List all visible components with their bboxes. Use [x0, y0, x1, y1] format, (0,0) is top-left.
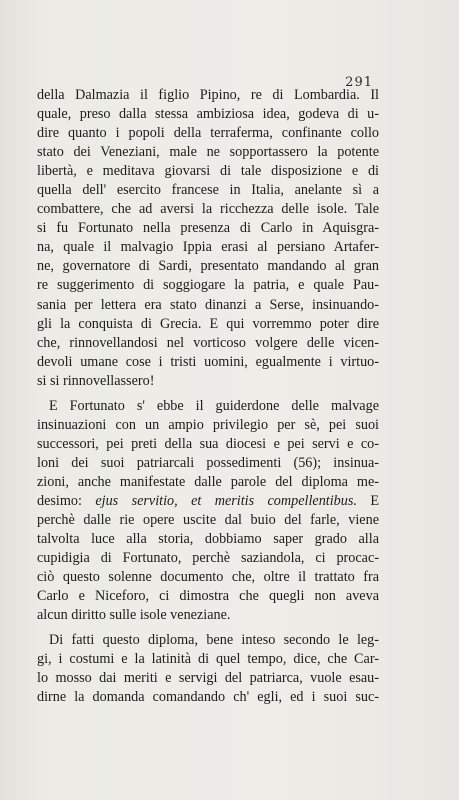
- text-line: re suggerimento di soggiogare la patria, e quale Pau-: [37, 277, 379, 294]
- text-line: si si rinnovellassero!: [37, 372, 155, 389]
- text-line: gli la conquista di Grecia. E qui vorremmo poter dire: [37, 315, 379, 332]
- text-line: perchè dalle rie opere uscite dal buio del farle, viene: [37, 512, 379, 529]
- text-line: dirne la domanda comandando ch' egli, ed i suoi suc-: [37, 689, 379, 706]
- latin-quotation: ejus servitio, et meritis compellentibus.: [95, 492, 357, 509]
- text-line: Di fatti questo diploma, bene inteso secondo le leg-: [49, 632, 379, 649]
- text-line: stato dei Veneziani, male ne sopportassero la potente: [37, 144, 379, 161]
- page-number: 291: [345, 75, 373, 90]
- text-line: gi, i costumi e la latinità di quel tempo, dice, che Car-: [37, 651, 379, 668]
- text-line: devoli umane cose i tristi uomini, egualmente i virtuo-: [37, 353, 379, 370]
- text-line: E Fortunato s' ebbe il guiderdone delle malvage: [49, 397, 379, 414]
- text-line: ciò questo solenne documento che, oltre il trattato fra: [37, 569, 379, 586]
- text-line: lo mosso dai meriti e servigi del patriarca, vuole esau-: [37, 670, 379, 687]
- text-line: della Dalmazia il figlio Pipino, re di Lombardia. Il: [37, 87, 379, 103]
- text-line: quella dell' esercito francese in Italia, anelante sì a: [37, 182, 379, 199]
- text-line: che, rinnovellandosi nel vorticoso volgere delle vicen-: [37, 334, 379, 351]
- text-line: loni dei suoi patriarcali possedimenti (56); insinua-: [37, 454, 379, 471]
- text-line: insinuazioni con un ampio privilegio per sè, pei suoi: [37, 416, 379, 433]
- text-line: cupidigia di Fortunato, perchè saziandola, ci procac-: [37, 550, 379, 567]
- text-line: ne, governatore di Sardi, presentato mandando al gran: [37, 258, 379, 275]
- paragraph-2: [37, 397, 379, 626]
- text-line: libertà, e meditava giovarsi di tale disposizione e di: [37, 163, 379, 180]
- text-line: successori, pei preti della sua diocesi e pei servi e co-: [37, 435, 379, 452]
- text-line: alcun diritto sulle isole veneziane.: [37, 607, 231, 624]
- text-line: talvolta luce alla storia, dobbiamo saper grado alla: [37, 531, 379, 548]
- text-line: dire quanto i popoli della terraferma, confinante collo: [37, 125, 379, 142]
- paragraph-3: [37, 631, 379, 707]
- text-line: Carlo e Niceforo, ci dimostra che quegli non aveva: [37, 588, 379, 605]
- body-text: [37, 86, 379, 708]
- text-line: zioni, anche manifestate dalle parole del diploma me-: [37, 473, 379, 490]
- text-line-with-italic: [37, 492, 379, 511]
- text-line: quale, preso dalla stessa ambiziosa idea, godeva di u-: [37, 106, 379, 123]
- text-line: si fu Fortunato nella presenza di Carlo in Aquisgra-: [37, 220, 379, 237]
- text-fragment: E: [370, 492, 379, 509]
- text-line: sania per lettera era stato dinanzi a Serse, insinuando-: [37, 296, 379, 313]
- paragraph-1: [37, 86, 379, 391]
- text-line: na, quale il malvagio Ippia erasi al persiano Artafer-: [37, 239, 379, 256]
- text-line: combattere, che ad aversi la ricchezza delle isole. Tale: [37, 201, 379, 218]
- text-fragment: desimo:: [37, 492, 82, 509]
